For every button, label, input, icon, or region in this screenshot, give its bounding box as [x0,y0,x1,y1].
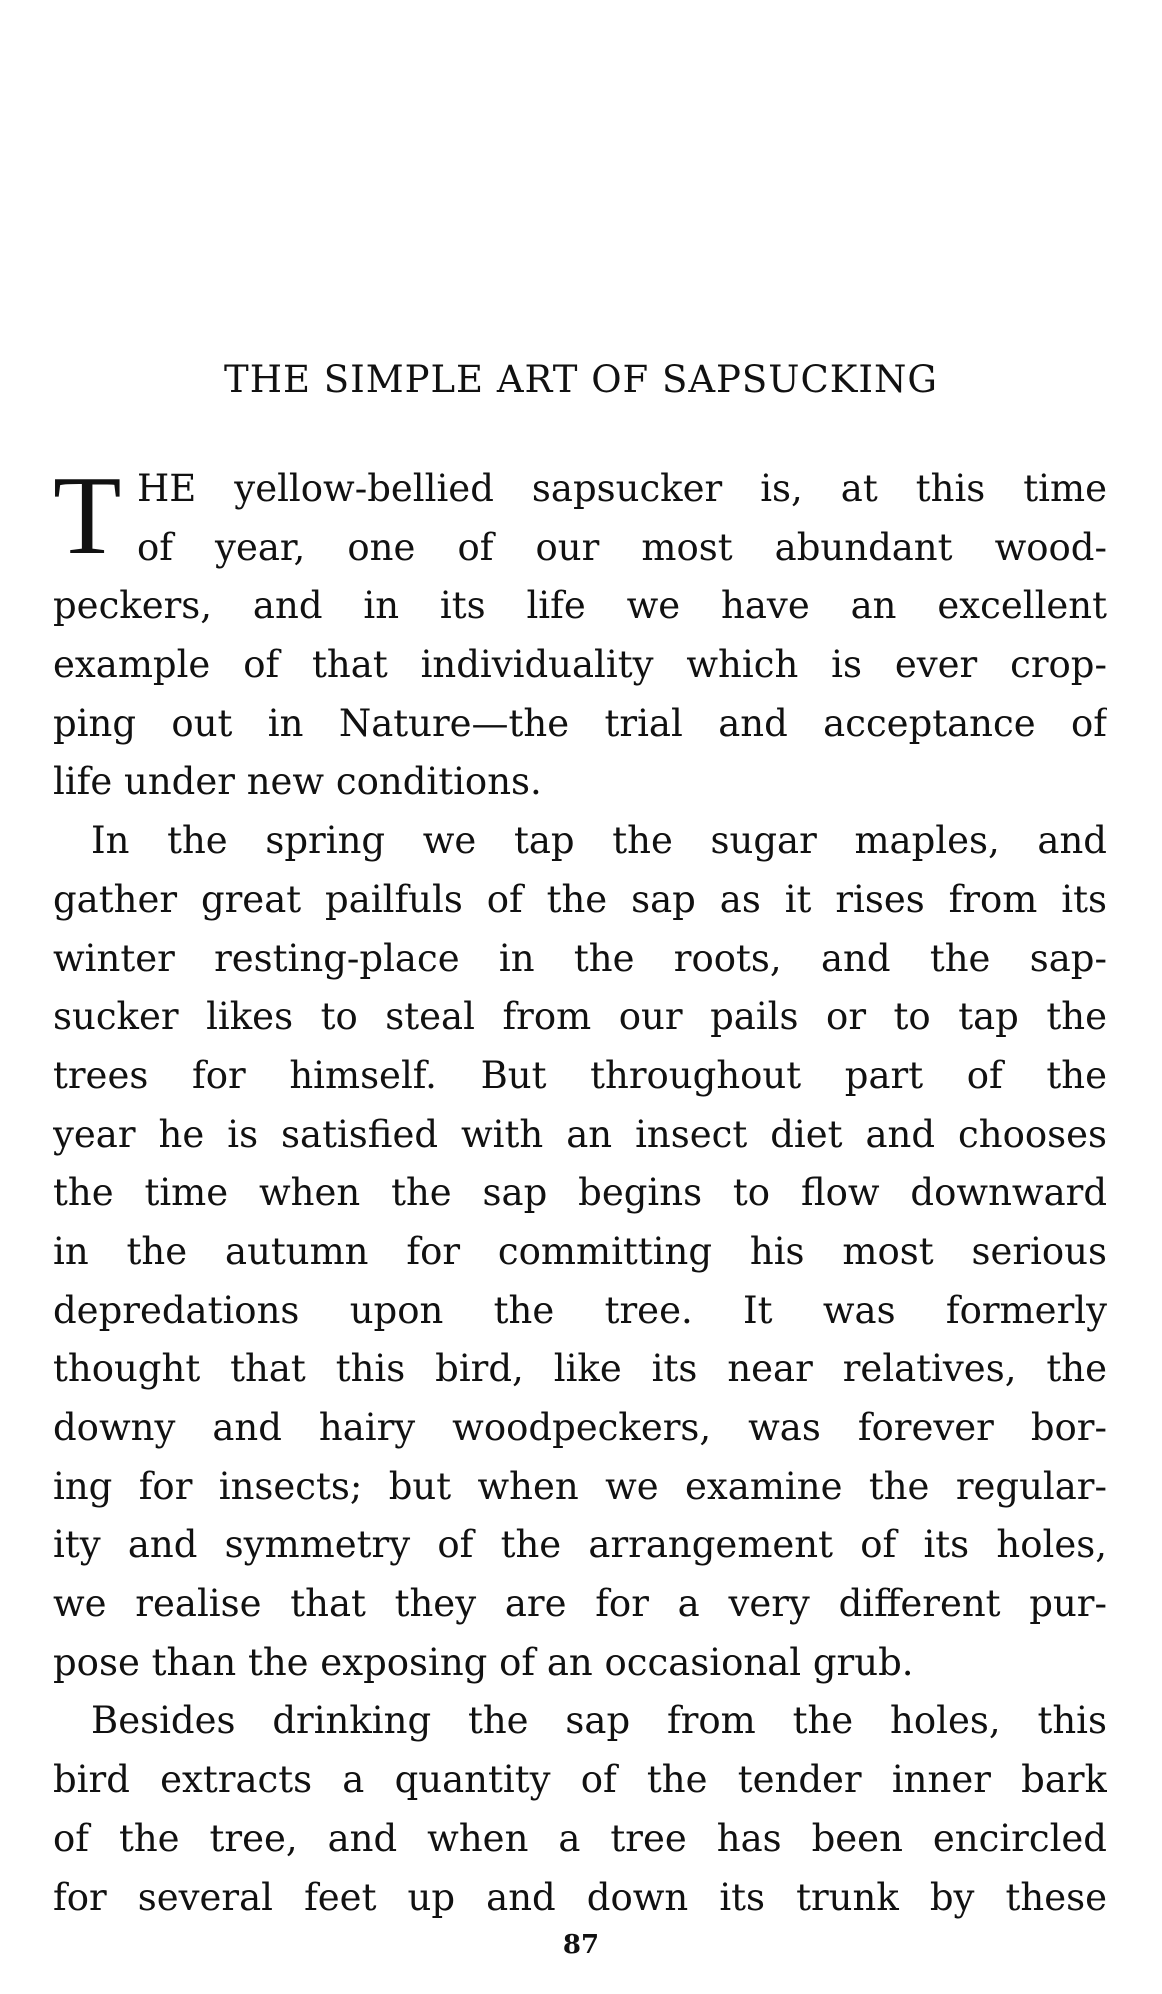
text-line: thought that this bird, like its near relatives, the [53,1347,1107,1391]
text-line: ity and symmetry of the arrangement of its holes, [53,1523,1107,1567]
text-line: of the tree, and when a tree has been encircled [53,1816,1107,1860]
text-line: the time when the sap begins to flow downward [53,1171,1107,1215]
text-line: winter resting-place in the roots, and the sap- [53,936,1107,980]
text-line: HE yellow-bellied sapsucker is, at this time [137,467,1107,510]
text-line: example of that individuality which is ever crop- [53,643,1107,687]
paragraph-3 [53,1692,1107,1927]
text-line: trees for himself. But throughout part of the [53,1053,1107,1097]
text-line: we realise that they are for a very different pur- [53,1582,1107,1626]
paragraph-2 [53,812,1107,1692]
text-line: ping out in Nature—the trial and acceptance of [53,701,1107,745]
drop-cap: T [53,454,122,578]
text-line: gather great pailfuls of the sap as it rises from its [53,877,1107,921]
text-line: downy and hairy woodpeckers, was forever bor- [53,1406,1107,1449]
text-line: Besides drinking the sap from the holes, this [91,1699,1107,1743]
text-line: of year, one of our most abundant wood- [137,525,1107,569]
text-line: in the autumn for committing his most serious [53,1229,1107,1273]
text-line: In the spring we tap the sugar maples, and [91,819,1107,863]
text-line: pose than the exposing of an occasional grub. [53,1640,914,1684]
text-line: ing for insects; but when we examine the regular- [53,1464,1107,1508]
body-text [53,454,1107,1927]
paragraph-1 [53,454,1107,812]
text-line: life under new conditions. [53,760,542,804]
text-line: depredations upon the tree. It was formerly [53,1288,1107,1332]
chapter-title: THE SIMPLE ART OF SAPSUCKING [224,358,938,401]
text-line: sucker likes to steal from our pails or to tap the [53,995,1107,1039]
text-line: bird extracts a quantity of the tender inner bark [53,1758,1107,1802]
text-line: for several feet up and down its trunk by these [53,1875,1107,1919]
page-number: 87 [562,1930,600,1960]
text-line: peckers, and in its life we have an excellent [53,584,1107,628]
text-line: year he is satisfied with an insect diet and chooses [53,1112,1107,1156]
